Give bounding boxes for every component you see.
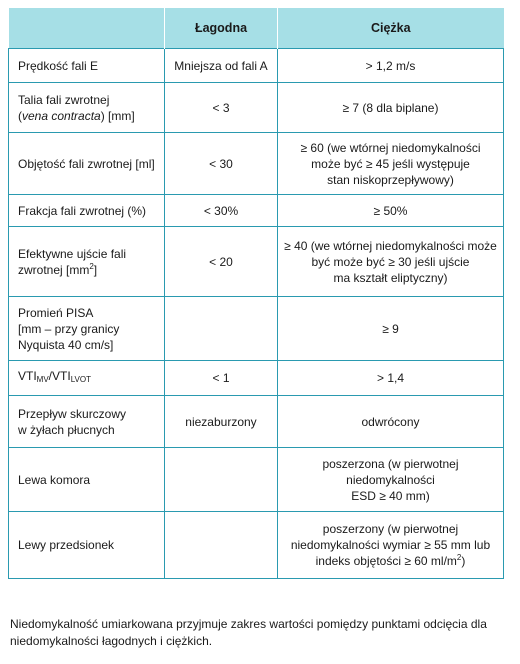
row-param [9,396,165,448]
row-severe: ≥ 7 (8 dla biplane) [278,83,504,133]
table-row [9,396,504,448]
row-mild: Mniejsza od fali A [165,49,278,83]
row-param: Lewy przedsionek [9,512,165,579]
row-severe: ≥ 50% [278,195,504,227]
row-severe: ≥ 9 [278,297,504,361]
row-param [9,361,165,396]
footnote-line: Niedomykalność umiarkowana przyjmuje zakres wartości pomiędzy punktami odcięcia dla [10,617,487,631]
param-text: VTI [18,369,37,383]
severe-line: niedomykalności wymiar ≥ 55 mm lub [290,538,491,552]
severe-line: niedomykalności [346,472,435,487]
row-severe: > 1,2 m/s [278,49,504,83]
row-mild: < 1 [165,361,278,396]
severe-line: ESD ≥ 40 mm) [351,488,430,503]
severe-line: poszerzona (w pierwotnej [322,456,459,471]
param-text: zwrotnej [mm [18,262,90,277]
footnote [10,616,510,650]
row-param: Frakcja fali zwrotnej (%) [9,195,165,227]
severe-line: ) [461,554,466,568]
param-text: w żyłach płucnych [18,422,115,437]
param-text: [mm – przy granicy [18,321,120,336]
row-mild: < 20 [165,227,278,297]
footnote-line: niedomykalności łagodnych i ciężkich. [10,634,213,648]
row-mild: < 30 [165,133,278,195]
param-subscript: MV [36,375,49,384]
row-param: Talia fali zwrotnej (vena contracta) [mm] [9,83,165,133]
row-mild: < 30% [165,195,278,227]
table-row [9,133,504,195]
row-severe [278,133,504,195]
row-severe [278,512,504,579]
severe-line: być może być ≥ 30 jeśli ujście [311,254,470,269]
param-text: /VTI [48,369,71,383]
table-row [9,361,504,396]
row-mild: niezaburzony [165,396,278,448]
header-parameter [9,8,165,49]
row-param [9,227,165,297]
table-row [9,227,504,297]
severity-criteria-table [8,8,504,579]
severe-line: ≥ 40 (we wtórnej niedomykalności może [284,238,497,253]
param-text: Przepływ skurczowy [18,406,127,421]
severe-superscript: 2 [456,553,462,562]
severe-line: ≥ 60 (we wtórnej niedomykalności [300,140,481,155]
severe-line: stan niskoprzepływowy) [327,172,454,187]
row-severe: > 1,4 [278,361,504,396]
header-severe: Ciężka [278,8,504,49]
severe-line: indeks objętości ≥ 60 ml/m [315,554,457,568]
severe-line: poszerzony (w pierwotnej [322,522,459,536]
row-mild: < 3 [165,83,278,133]
row-param: Objętość fali zwrotnej [ml] [9,133,165,195]
param-subscript: LVOT [70,375,91,384]
param-superscript: 2 [89,261,94,271]
table-row [9,297,504,361]
table-row [9,448,504,512]
table-row [9,83,504,133]
table-header-row [9,8,504,49]
table-row [9,49,504,83]
severe-line: ma kształt eliptyczny) [333,270,448,285]
param-text: Nyquista 40 cm/s] [18,337,114,352]
header-mild: Łagodna [165,8,278,49]
row-param [9,297,165,361]
severe-line: może być ≥ 45 jeśli występuje [311,156,470,171]
table-row [9,512,504,579]
row-mild [165,448,278,512]
row-param: Prędkość fali E [9,49,165,83]
param-text: Promień PISA [18,305,94,320]
param-text: ] [93,262,98,277]
param-unit: [mm] [104,108,135,123]
table-row [9,195,504,227]
row-severe [278,227,504,297]
param-italic-text: vena contracta [22,108,101,123]
row-param: Lewa komora [9,448,165,512]
param-text: Efektywne ujście fali [18,246,127,261]
row-mild [165,297,278,361]
row-severe: odwrócony [278,396,504,448]
row-severe [278,448,504,512]
row-mild [165,512,278,579]
param-text: Talia fali zwrotnej [18,92,110,107]
